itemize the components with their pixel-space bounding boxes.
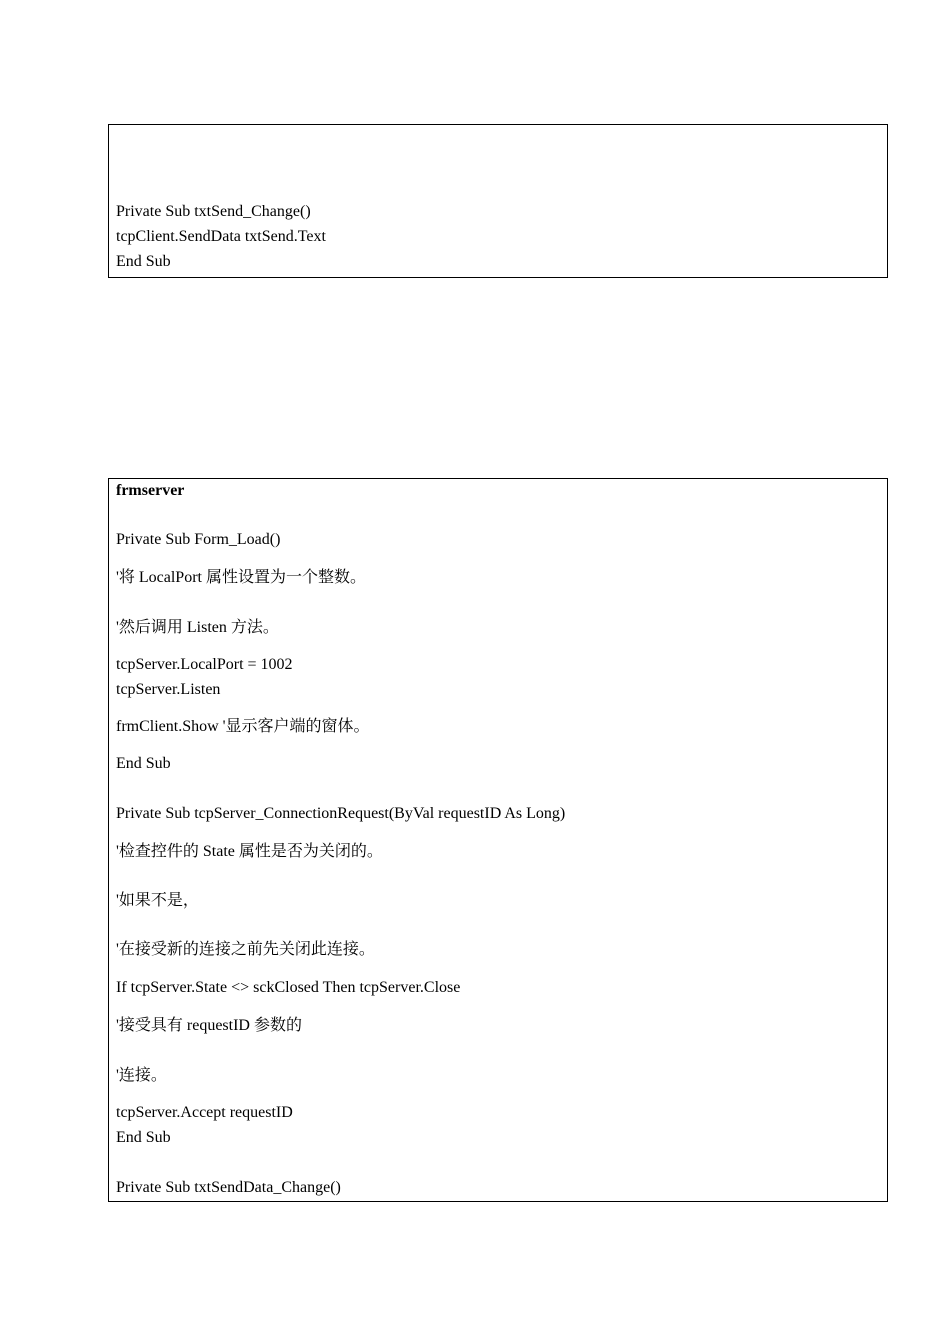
code-line: frmClient.Show '显示客户端的窗体。 xyxy=(116,718,370,735)
code-line: tcpServer.Listen xyxy=(116,681,221,698)
block-title: frmserver xyxy=(116,482,185,499)
code-comment: '如果不是， xyxy=(116,892,199,909)
code-comment: '连接。 xyxy=(116,1067,167,1084)
code-comment: '在接受新的连接之前先关闭此连接。 xyxy=(116,941,375,958)
code-line: If tcpServer.State <> sckClosed Then tcpServer.Close xyxy=(116,979,461,996)
code-line: End Sub xyxy=(116,1129,171,1146)
code-block-client xyxy=(108,124,888,278)
code-line: End Sub xyxy=(116,755,171,772)
code-line: End Sub xyxy=(116,253,171,270)
code-line: Private Sub txtSendData_Change() xyxy=(116,1179,341,1196)
code-line: Private Sub txtSend_Change() xyxy=(116,203,311,220)
code-comment: '将 LocalPort 属性设置为一个整数。 xyxy=(116,569,366,586)
code-line: tcpServer.Accept requestID xyxy=(116,1104,293,1121)
code-block-server xyxy=(108,478,888,1202)
code-comment: '接受具有 requestID 参数的 xyxy=(116,1017,302,1034)
code-line: Private Sub tcpServer_ConnectionRequest(ByVal requestID As Long) xyxy=(116,805,566,822)
code-line: tcpServer.LocalPort = 1002 xyxy=(116,656,293,673)
code-comment: '然后调用 Listen 方法。 xyxy=(116,619,279,636)
code-line: Private Sub Form_Load() xyxy=(116,531,281,548)
code-line: tcpClient.SendData txtSend.Text xyxy=(116,228,326,245)
code-comment: '检查控件的 State 属性是否为关闭的。 xyxy=(116,843,383,860)
